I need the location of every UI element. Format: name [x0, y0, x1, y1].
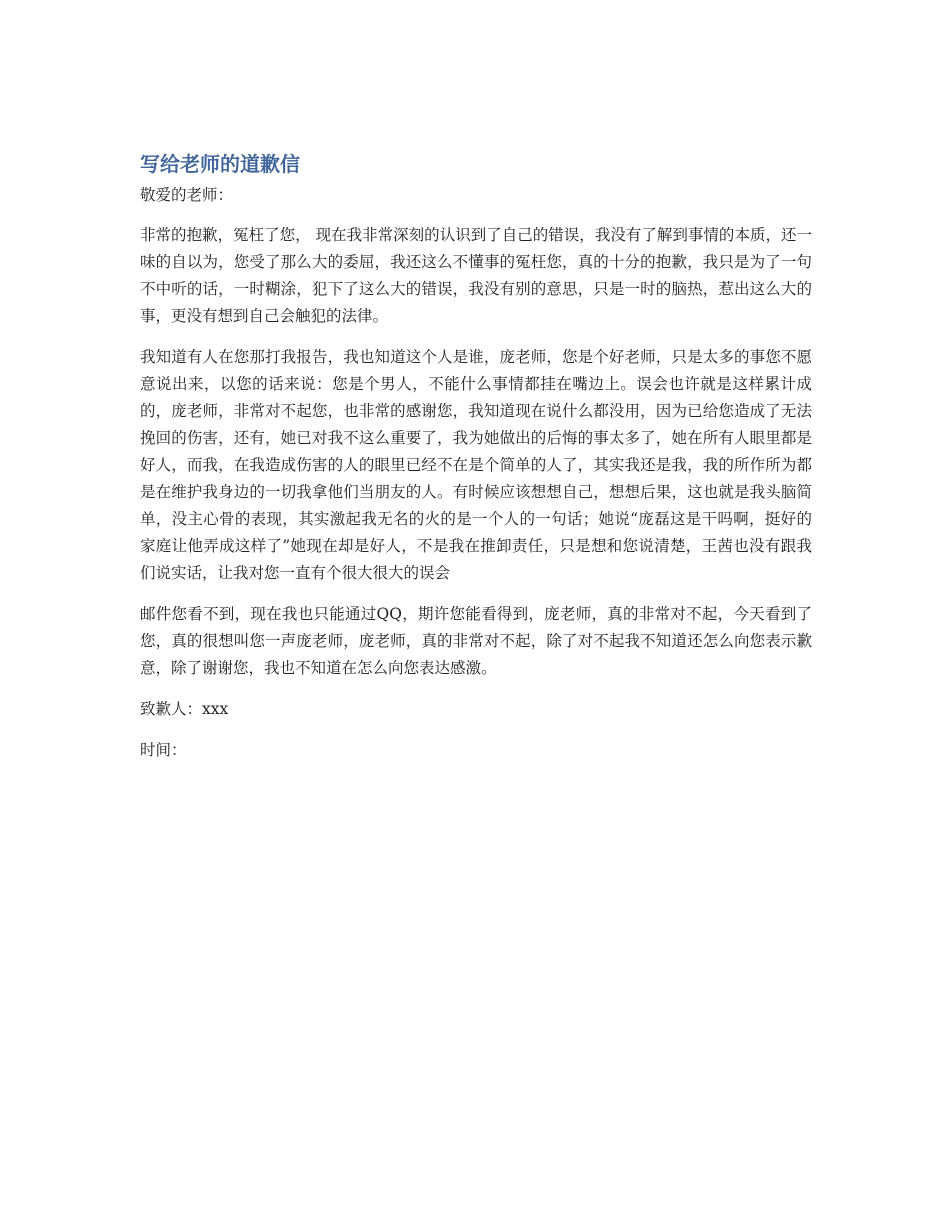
letter-body: [140, 148, 812, 764]
letter-signature: 致歉人：xxx: [140, 700, 229, 718]
letter-paragraph-1: 非常的抱歉，冤枉了您， 现在我非常深刻的认识到了自己的错误，我没有了解到事情的本质，还一味的自以为，您受了那么大的委屈，我还这么不懂事的冤枉您，真的十分的抱歉，我只是为了一句不中听的话，一时糊涂，犯下了这么大的错误，我没有别的意思，只是一时的脑热，惹出这么大的事，更没有想到自己会触犯的法律。: [140, 226, 812, 325]
letter-paragraph-3: 邮件您看不到，现在我也只能通过QQ，期许您能看得到，庞老师，真的非常对不起，今天看到了您，真的很想叫您一声庞老师，庞老师，真的非常对不起，除了对不起我不知道还怎么向您表示歉意，除了谢谢您，我也不知道在怎么向您表达感激。: [140, 605, 812, 677]
letter-greeting: 敬爱的老师：: [140, 186, 234, 204]
letter-paragraph-2: 我知道有人在您那打我报告，我也知道这个人是谁，庞老师，您是个好老师，只是太多的事您不愿意说出来，以您的话来说：您是个男人，不能什么事情都挂在嘴边上。误会也许就是这样累计成的，庞老师，非常对不起您，也非常的感谢您，我知道现在说什么都没用，因为已给您造成了无法挽回的伤害，还有，她已对我不这么重要了，我为她做出的后悔的事太多了，她在所有人眼里都是好人，而我，在我造成伤害的人的眼里已经不在是个简单的人了，其实我还是我，我的所作所为都是在维护我身边的一切我拿他们当朋友的人。有时候应该想想自己，想想后果，这也就是我头脑简单，没主心骨的表现，其实激起我无名的火的是一个人的一句话；她说“庞磊这是干吗啊，挺好的家庭让他弄成这样了”她现在却是好人，不是我在推卸责任，只是想和您说清楚，王茜也没有跟我们说实话，让我对您一直有个很大很大的误会: [140, 348, 812, 582]
letter-date: 时间：: [140, 741, 187, 759]
document-title: 写给老师的道歉信: [140, 152, 300, 176]
